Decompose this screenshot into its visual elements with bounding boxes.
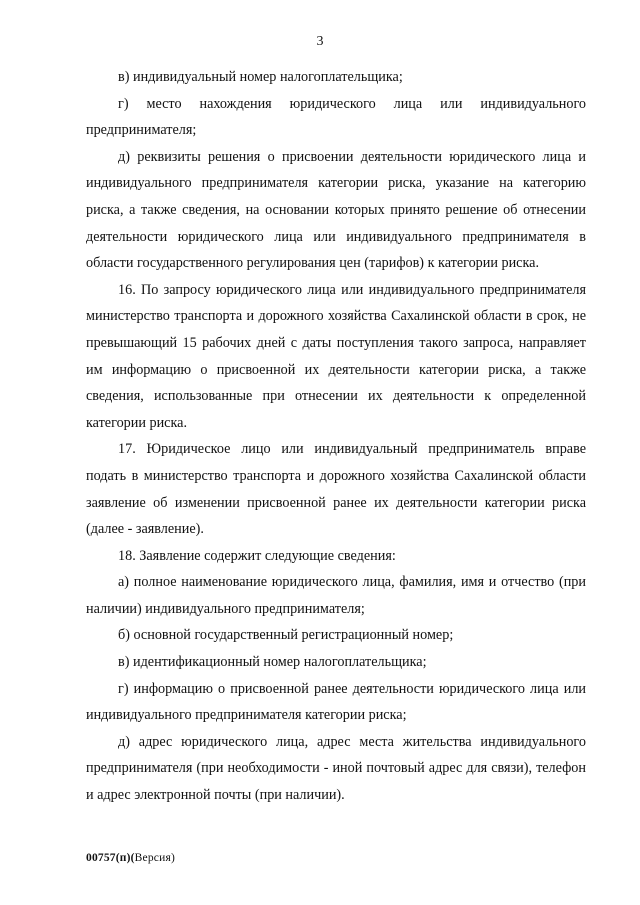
- paragraph-clause-16: 16. По запросу юридического лица или индивидуального предпринимателя министерство транспорта и дорожного хозяйства Сахалинской области в срок, не превышающий 15 рабочих дней с даты поступления такого запроса, направляет им информацию о присвоенной их деятельности категории риска, а также сведения, использованные при отнесении их деятельности к определенной категории риска.: [86, 281, 586, 431]
- paragraph-item-g-location: г) место нахождения юридического лица или индивидуального предпринимателя;: [86, 95, 586, 139]
- page-number: 3: [316, 34, 324, 49]
- paragraph-clause-18: 18. Заявление содержит следующие сведения:: [118, 547, 396, 564]
- paragraph-item-g-prior-category: г) информацию о присвоенной ранее деятельности юридического лица или индивидуального предпринимателя категории риска;: [86, 680, 586, 724]
- paragraph-item-a-full-name: а) полное наименование юридического лица, фамилия, имя и отчество (при наличии) индивидуального предпринимателя;: [86, 574, 586, 617]
- paragraph-item-b-ogrn: б) основной государственный регистрационный номер;: [118, 627, 454, 644]
- paragraph-item-d-address-contacts: д) адрес юридического лица, адрес места жительства индивидуального предпринимателя (при необходимости - иной почтовый адрес для связи), телефон и адрес электронной почты (при наличии).: [86, 733, 586, 804]
- paragraph-item-v-taxpayer-id: в) идентификационный номер налогоплательщика;: [118, 654, 427, 671]
- document-footer: [86, 852, 175, 864]
- footer-document-code: 00757(п)(: [86, 852, 135, 864]
- paragraph-item-d-decision-details: д) реквизиты решения о присвоении деятельности юридического лица и индивидуального предпринимателя категории риска, указание на категорию риска, а также сведения, на основании которых принято решение об отнесении деятельности юридического лица или индивидуального предпринимателя в области государственного регулирования цен (тарифов) к категории риска.: [86, 148, 586, 272]
- document-body: [86, 64, 586, 809]
- paragraph-item-v-inn: в) индивидуальный номер налогоплательщика;: [118, 69, 403, 85]
- paragraph-clause-17: 17. Юридическое лицо или индивидуальный предприниматель вправе подать в министерство транспорта и дорожного хозяйства Сахалинской области заявление об изменении присвоенной ранее их деятельности категории риска (далее - заявление).: [86, 441, 586, 538]
- footer-version-label: Версия): [134, 852, 175, 864]
